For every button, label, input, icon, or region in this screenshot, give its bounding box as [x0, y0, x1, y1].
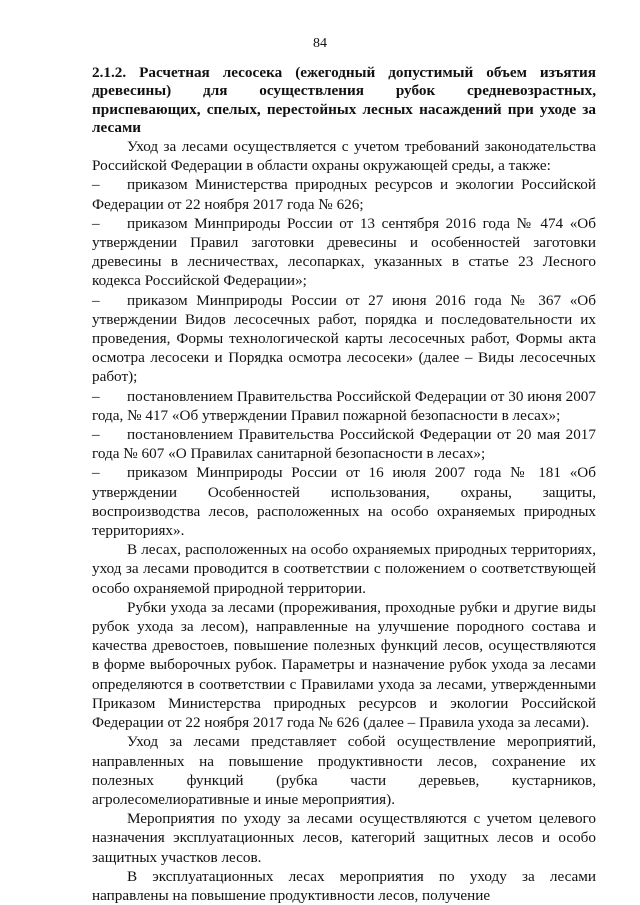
intro-paragraph: Уход за лесами осуществляется с учетом требований законодательства Российской Федерации в области охраны окружающей среды, а также:	[92, 138, 596, 175]
body-paragraph: Рубки ухода за лесами (прореживания, проходные рубки и другие виды рубок ухода за лесом), направленные на улучшение породного состава и качества древостоев, повышение полезных функций лесов, осуществляются в форме выборочных рубок. Параметры и назначение рубок ухода за лесами определяются в соответствии с Правилами ухода за лесами, утвержденными Приказом Министерства природных ресурсов и экологии Российской Федерации от 22 ноября 2017 года № 626 (далее – Правила ухода за лесами).	[92, 598, 596, 732]
body-paragraph: В эксплуатационных лесах мероприятия по уходу за лесами направлены на повышение продуктивности лесов, получение	[92, 867, 596, 904]
section-title: Расчетная лесосека (ежегодный допустимый объем изъятия древесины) для осуществления рубок средневозрастных, приспевающих, спелых, перестойных лесных насаждений при уходе за лесами	[92, 64, 597, 137]
section-number: 2.1.2.	[92, 64, 127, 81]
list-dash: –	[92, 176, 100, 194]
list-dash: –	[92, 426, 100, 444]
list-item-text: постановлением Правительства Российской Федерации от 30 июня 2007 года, № 417 «Об утверждении Правил пожарной безопасности в лесах»;	[92, 387, 596, 424]
document-body	[92, 137, 596, 905]
list-dash: –	[92, 291, 100, 309]
list-dash: –	[92, 464, 100, 482]
body-paragraph: Мероприятия по уходу за лесами осуществляются с учетом целевого назначения эксплуатационных лесов, категорий защитных лесов и особо защитных участков лесов.	[92, 810, 596, 866]
list-item-text: постановлением Правительства Российской Федерации от 20 мая 2017 года № 607 «О Правилах санитарной безопасности в лесах»;	[92, 426, 596, 463]
page-number: 84	[313, 36, 327, 51]
list-item	[92, 425, 596, 463]
list-item-text: приказом Министерства природных ресурсов и экологии Российской Федерации от 22 ноября 2017 года № 626;	[92, 176, 596, 213]
list-item	[92, 214, 596, 291]
list-dash: –	[92, 214, 100, 232]
list-item	[92, 175, 596, 213]
list-item-text: приказом Минприроды России от 16 июля 2007 года № 181 «Об утверждении Особенностей использования, охраны, защиты, воспроизводства лесов, расположенных на особо охраняемых природных территориях».	[92, 464, 596, 540]
body-paragraph: В лесах, расположенных на особо охраняемых природных территориях, уход за лесами проводится в соответствии с положением о соответствующей особо охраняемой природной территории.	[92, 541, 596, 597]
list-item	[92, 463, 596, 540]
list-dash: –	[92, 387, 100, 405]
section-heading	[92, 64, 596, 138]
list-item-text: приказом Минприроды России от 13 сентября 2016 года № 474 «Об утверждении Правил заготовки древесины и особенностей заготовки древесины в лесничествах, лесопарках, указанных в статье 23 Лесного кодекса Российской Федерации»;	[92, 214, 596, 290]
list-item-text: приказом Минприроды России от 27 июня 2016 года № 367 «Об утверждении Видов лесосечных работ, порядка и последовательности их проведения, Формы технологической карты лесосечных работ, Формы акта осмотра лесосеки и Порядка осмотра лесосеки» (далее – Виды лесосечных работ);	[92, 291, 596, 386]
list-item	[92, 387, 596, 425]
list-item	[92, 291, 596, 387]
body-paragraph: Уход за лесами представляет собой осуществление мероприятий, направленных на повышение продуктивности лесов, сохранение их полезных функций (рубка части деревьев, кустарников, агролесомелиоративные и иные мероприятия).	[92, 733, 596, 808]
